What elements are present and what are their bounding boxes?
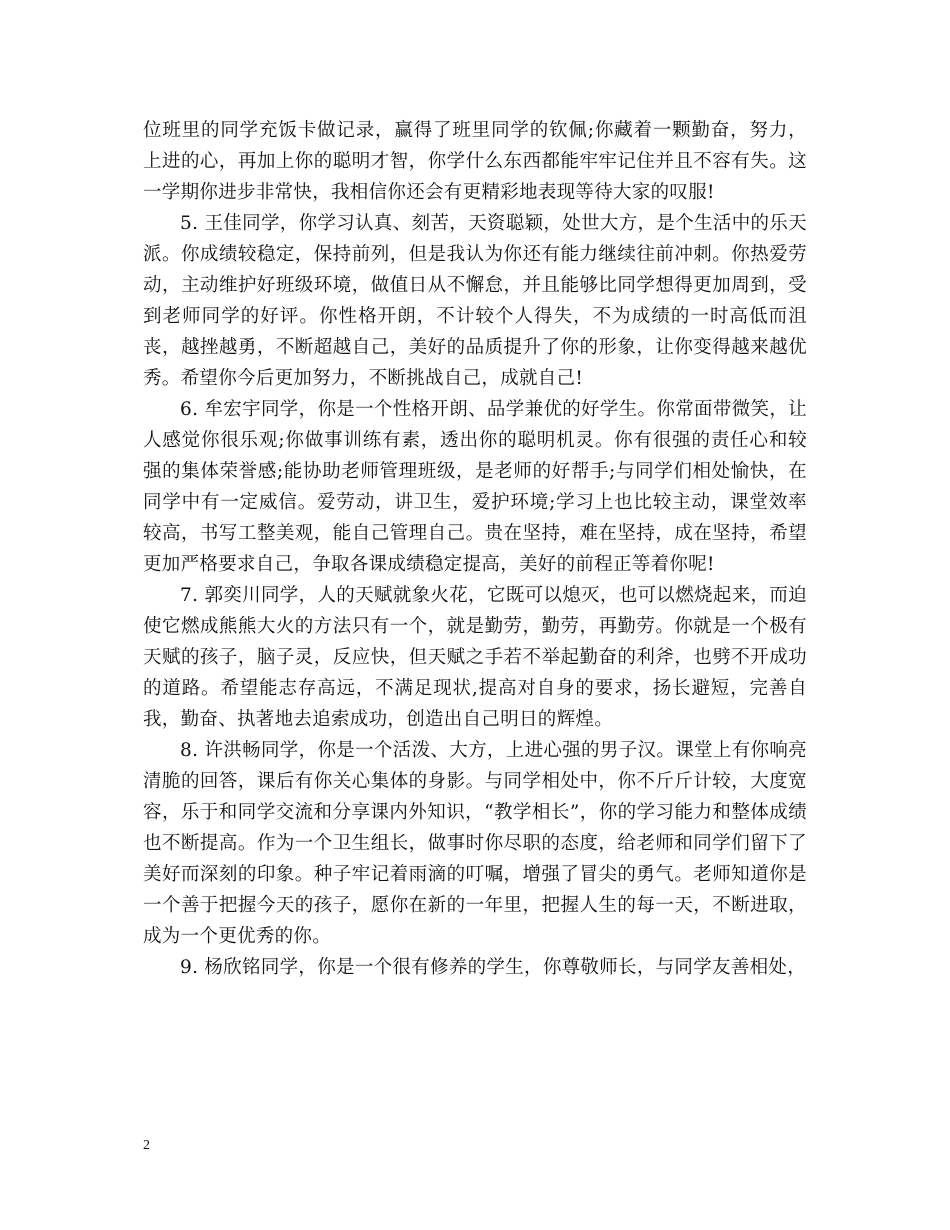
document-body [143, 115, 807, 983]
paragraph-8: 8. 许洪畅同学，你是一个活泼、大方，上进心强的男子汉。课堂上有你响亮清脆的回答，课后有你关心集体的身影。与同学相处中，你不斤斤计较，大度宽容，乐于和同学交流和分享课内外知识，“教学相长”，你的学习能力和整体成绩也不断提高。作为一个卫生组长，做事时你尽职的态度，给老师和同学们留下了美好而深刻的印象。种子牢记着雨滴的叮嘱，增强了冒尖的勇气。老师知道你是一个善于把握今天的孩子，愿你在新的一年里，把握人生的每一天，不断进取，成为一个更优秀的你。 [143, 740, 807, 947]
paragraph-continued: 位班里的同学充饭卡做记录，赢得了班里同学的钦佩;你藏着一颗勤奋，努力，上进的心，再加上你的聪明才智，你学什么东西都能牢牢记住并且不容有失。这一学期你进步非常快，我相信你还会有更精彩地表现等待大家的叹服! [143, 120, 807, 203]
paragraph-7: 7. 郭奕川同学，人的天赋就象火花，它既可以熄灭，也可以燃烧起来，而迫使它燃成熊熊大火的方法只有一个，就是勤劳，勤劳，再勤劳。你就是一个极有天赋的孩子，脑子灵，反应快，但天赋之手若不举起勤奋的利斧，也劈不开成功的道路。希望能志存高远，不满足现状,提高对自身的要求，扬长避短，完善自我，勤奋、执著地去追索成功，创造出自己明日的辉煌。 [143, 585, 807, 730]
paragraph-9: 9. 杨欣铭同学，你是一个很有修养的学生，你尊敬师长，与同学友善相处， [180, 957, 807, 978]
paragraph-6: 6. 牟宏宇同学，你是一个性格开朗、品学兼优的好学生。你常面带微笑，让人感觉你很乐观;你做事训练有素，透出你的聪明机灵。你有很强的责任心和较强的集体荣誉感;能协助老师管理班级，是老师的好帮手;与同学们相处愉快，在同学中有一定威信。爱劳动，讲卫生，爱护环境;学习上也比较主动，课堂效率较高，书写工整美观，能自己管理自己。贵在坚持，难在坚持，成在坚持，希望更加严格要求自己，争取各课成绩稳定提高，美好的前程正等着你呢! [143, 399, 807, 575]
page-number: 2 [143, 1138, 150, 1153]
paragraph-5: 5. 王佳同学，你学习认真、刻苦，天资聪颖，处世大方，是个生活中的乐天派。你成绩较稳定，保持前列，但是我认为你还有能力继续往前冲刺。你热爱劳动，主动维护好班级环境，做值日从不懈怠，并且能够比同学想得更加周到，受到老师同学的好评。你性格开朗，不计较个人得失，不为成绩的一时高低而沮丧，越挫越勇，不断超越自己，美好的品质提升了你的形象，让你变得越来越优秀。希望你今后更加努力，不断挑战自己，成就自己! [143, 213, 807, 389]
